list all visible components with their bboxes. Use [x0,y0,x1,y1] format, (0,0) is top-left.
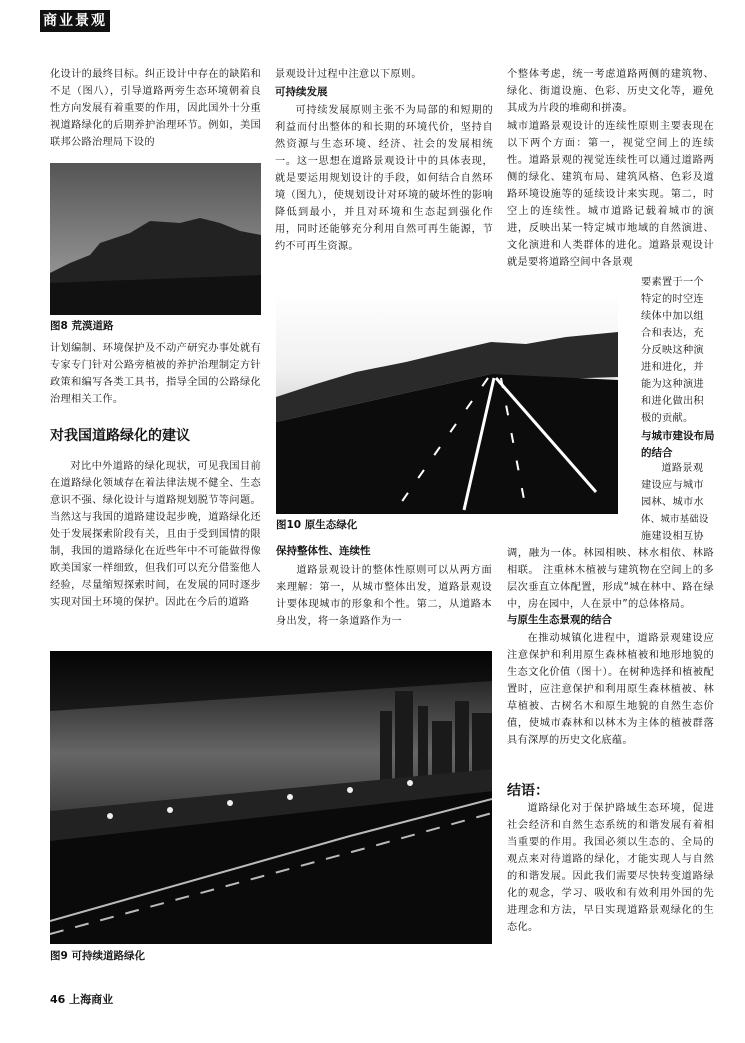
col1-paragraph-3: 对比中外道路的绿化现状，可见我国目前在道路绿化领域存在着法律法规不健全、生态意识不强、绿化设计与道路规划脱节等问题。当然这与我国的道路建设起步晚，道路绿化还处于发展探索阶段有关，且由于受到国情的限制，我国的道路绿化在近些年中不可能做得像欧美国家一样细致，但我们可以充分借鉴他人经验，尽量缩短探索时间，在发展的同时逐步实现对国土环境的保护。因此在今后的道路 [50,461,261,608]
conclusion-heading: 结语： [507,783,549,799]
wrap-line: 极的贡献。 [641,413,694,424]
col3-paragraph-2: 城市道路景观设计的连续性原则主要表现在以下两个方面：第一，视觉空间上的连续性。道路景观的视觉连续性可以通过道路两侧的绿化、建筑布局、建筑风格、色彩及道路环境设施等的延续设计来实现。第二，时空上的连续性。城市道路记载着城市的演进，反映出某一特定城市地域的自然演进、文化演进和人类群体的进化。道路景观设计就是要将道路空间中各景观 [507,121,714,268]
wrap-line: 体、城市基础设 [641,514,709,525]
wrap-line: 建设应与城市 [641,480,704,491]
col3-paragraph-1: 个整体考虑，统一考虑道路两侧的建筑物、绿化、街道设施、色彩、历史文化等，避免其成为片段的堆砌和拼凑。 [507,69,714,114]
page-number: 46 [50,993,66,1006]
wrap-line: 要素置于一个 [641,277,704,288]
col2-paragraph-3: 道路景观设计的整体性原则可以从两方面来理解：第一，从城市整体出发，道路景观设计要体现城市的形象和个性。第二，从道路本身出发，将一条道路作为一 [276,565,492,627]
wrap-line: 续体中加以组 [641,311,704,322]
page-footer [50,991,113,1007]
wrap-line: 能为这种演进 [641,379,704,390]
col2-paragraph-1: 景观设计过程中注意以下原则。 [275,69,422,80]
wrap-line: 分反映这种演 [641,345,704,356]
wrap-line: 特定的时空连 [641,294,704,305]
col2-heading-sustainable: 可持续发展 [275,86,328,98]
col2-heading-integrity: 保持整体性、连续性 [276,545,371,557]
figure-10-caption: 图10 原生态绿化 [276,519,358,531]
wrap-line: 施建设相互协 [641,531,704,542]
figure-8-desert-road-photo [50,163,261,315]
col1-paragraph-1: 化设计的最终目标。纠正设计中存在的缺陷和不足（图八），引导道路两旁生态环境朝着良性方向发展有着重要的作用，因此国外十分重视道路绿化的后期养护治理环节。例如，美国联邦公路治理局下设的 [50,69,261,148]
col3-wrapped-text-1 [641,274,716,427]
col3-heading-native-ecology: 与原生生态景观的结合 [507,614,612,626]
col3-paragraph-4: 在推动城镇化进程中，道路景观建设应注意保护和利用原生森林植被和地形地貌的生态文化价值（图十）。在树种选择和植被配置时，应注意保护和利用原生森林植被、林草植被、古树名木和原生地貌的自然生态价值，使城市森林和以林木为主体的植被群落具有深厚的历史文化底蕴。 [507,633,714,746]
magazine-name: 上海商业 [69,993,114,1006]
col3-paragraph-5: 道路绿化对于保护路域生态环境，促进社会经济和自然生态系统的和谐发展有着相当重要的作用。我国必须以生态的、全局的观点来对待道路的绿化，才能实现人与自然的和谐发展。因此我们需要尽快转变道路绿化的观念，学习、吸收和有效利用外国的先进理念和方法，早日实现道路景观绿化的生态化。 [507,803,714,933]
figure-10-highway-photo [276,292,618,514]
figure-8-caption: 图8 荒漠道路 [50,320,114,332]
wrap-line: 合和表达，充 [641,328,704,339]
col3-paragraph-3: 调，融为一体。林园相映、林水相依、林路相联。 注重林木植被与建筑物在空间上的多层次垂直立体配置，形成“城在林中、路在绿中，房在园中，人在景中”的总体格局。 [507,548,714,610]
section-title: 商业景观 [40,10,110,32]
col1-paragraph-2: 计划编制、环境保护及不动产研究办事处就有专家专门针对公路旁植被的养护治理制定方针政策和编写各类工具书，指导全国的公路绿化治理相关工作。 [50,343,261,405]
wrap-line: 进和进化，并 [641,362,704,373]
col2-paragraph-2: 可持续发展原则主张不为局部的和短期的利益而付出整体的和长期的环境代价，坚持自然资源与生态环境、经济、社会的发展相统一。这一思想在道路景观设计中的具体表现，就是要运用规划设计的手段，如何结合自然环境（图九），使规划设计对环境的破坏性的影响降低到最小，并且对环境和生态起到强化作用，同时还能够充分利用自然可再生能源，节约不可再生资源。 [275,105,493,252]
wrap-line: 道路景观 [661,463,704,474]
col3-heading-urban-layout [641,428,721,462]
figure-9-caption: 图9 可持续道路绿化 [50,950,145,962]
section-heading-suggestions: 对我国道路绿化的建议 [50,428,190,444]
heading-line: 与城市建设布局 [641,430,715,442]
figure-9-coastal-road-photo [50,651,492,944]
heading-line: 的结合 [641,447,673,459]
col3-wrapped-text-2 [641,460,716,545]
wrap-line: 和进化做出积 [641,396,704,407]
wrap-line: 园林、城市水 [641,497,704,508]
